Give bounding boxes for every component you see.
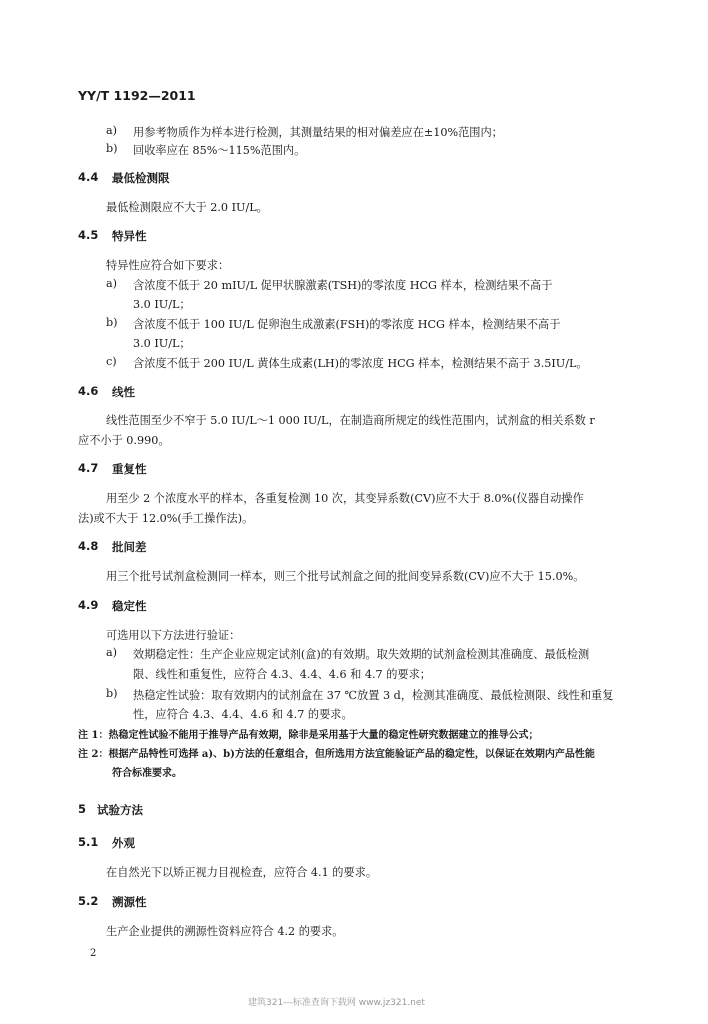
section-intro-4-9: 可选用以下方法进行验证：: [106, 629, 241, 642]
section-title-5-2: 溯源性: [112, 895, 147, 909]
list-item-b-cont: 性，应符合 4.3、4.4、4.6 和 4.7 的要求。: [133, 708, 353, 721]
list-label-a: a): [106, 124, 118, 137]
section-number-5-2: 5.2: [78, 894, 99, 908]
chapter-title-5: 试验方法: [97, 803, 143, 817]
list-item-c: 含浓度不低于 200 IU/L 黄体生成素(LH)的零浓度 HCG 样本，检测结果不高于 3.5IU/L。: [133, 357, 588, 370]
section-title-4-4: 最低检测限: [112, 171, 170, 185]
section-body-4-7-line2: 法)或不大于 12.0%(手工操作法)。: [78, 512, 254, 525]
section-body-4-4: 最低检测限应不大于 2.0 IU/L。: [106, 201, 268, 214]
list-item-a: 用参考物质作为样本进行检测，其测量结果的相对偏差应在±10%范围内；: [133, 126, 503, 139]
list-label-b: b): [106, 316, 118, 329]
section-number-4-6: 4.6: [78, 384, 99, 398]
section-title-4-6: 线性: [112, 385, 135, 399]
list-item-a-cont: 3.0 IU/L；: [133, 298, 191, 311]
section-title-4-5: 特异性: [112, 229, 147, 243]
section-number-4-7: 4.7: [78, 461, 99, 475]
section-intro-4-5: 特异性应符合如下要求：: [106, 259, 230, 272]
section-title-4-8: 批间差: [112, 540, 147, 554]
list-item-b: 热稳定性试验：取有效期内的试剂盒在 37 ℃放置 3 d，检测其准确度、最低检测限、线性和重复: [133, 689, 614, 702]
footer-watermark: 建筑321---标准查询下载网 www.jz321.net: [248, 998, 425, 1008]
list-item-b-cont: 3.0 IU/L；: [133, 337, 191, 350]
section-title-4-7: 重复性: [112, 462, 147, 476]
list-label-c: c): [106, 355, 117, 368]
section-body-5-1: 在自然光下以矫正视力目视检查，应符合 4.1 的要求。: [106, 866, 378, 879]
list-item-a: 效期稳定性：生产企业应规定试剂(盒)的有效期。取失效期的试剂盒检测其准确度、最低检测: [133, 648, 590, 661]
note-2: 注 2：根据产品特性可选择 a)、b)方法的任意组合，但所选用方法宜能验证产品的稳定性，以保证在效期内产品性能: [78, 749, 595, 760]
list-label-a: a): [106, 277, 118, 290]
section-title-4-9: 稳定性: [112, 599, 147, 613]
list-item-b: 回收率应在 85%～115%范围内。: [133, 144, 306, 157]
section-number-5-1: 5.1: [78, 835, 99, 849]
section-body-5-2: 生产企业提供的溯源性资料应符合 4.2 的要求。: [106, 925, 344, 938]
section-number-4-4: 4.4: [78, 170, 99, 184]
note-1: 注 1：热稳定性试验不能用于推导产品有效期，除非是采用基于大量的稳定性研究数据建立的推导公式；: [78, 730, 539, 741]
section-number-4-5: 4.5: [78, 228, 99, 242]
list-item-a-cont: 限、线性和重复性，应符合 4.3、4.4、4.6 和 4.7 的要求；: [133, 668, 431, 681]
list-item-a: 含浓度不低于 20 mIU/L 促甲状腺激素(TSH)的零浓度 HCG 样本，检测结果不高于: [133, 279, 553, 292]
list-label-a: a): [106, 646, 118, 659]
page-number: 2: [90, 948, 97, 959]
list-label-b: b): [106, 142, 118, 155]
section-body-4-6-line2: 应不小于 0.990。: [78, 434, 170, 447]
section-body-4-6-line1: 线性范围至少不窄于 5.0 IU/L～1 000 IU/L，在制造商所规定的线性范围内，试剂盒的相关系数 r: [106, 414, 595, 427]
section-body-4-7-line1: 用至少 2 个浓度水平的样本，各重复检测 10 次，其变异系数(CV)应不大于 8.0%(仪器自动操作: [106, 492, 584, 505]
section-title-5-1: 外观: [112, 836, 135, 850]
list-item-b: 含浓度不低于 100 IU/L 促卵泡生成激素(FSH)的零浓度 HCG 样本，检测结果不高于: [133, 318, 561, 331]
section-number-4-8: 4.8: [78, 539, 99, 553]
section-body-4-8: 用三个批号试剂盒检测同一样本，则三个批号试剂盒之间的批间变异系数(CV)应不大于 15.0%。: [106, 570, 585, 583]
note-2-cont: 符合标准要求。: [112, 768, 182, 779]
section-number-4-9: 4.9: [78, 598, 99, 612]
chapter-number-5: 5: [78, 802, 87, 816]
standard-id: YY/T 1192—2011: [78, 88, 196, 103]
list-label-b: b): [106, 687, 118, 700]
